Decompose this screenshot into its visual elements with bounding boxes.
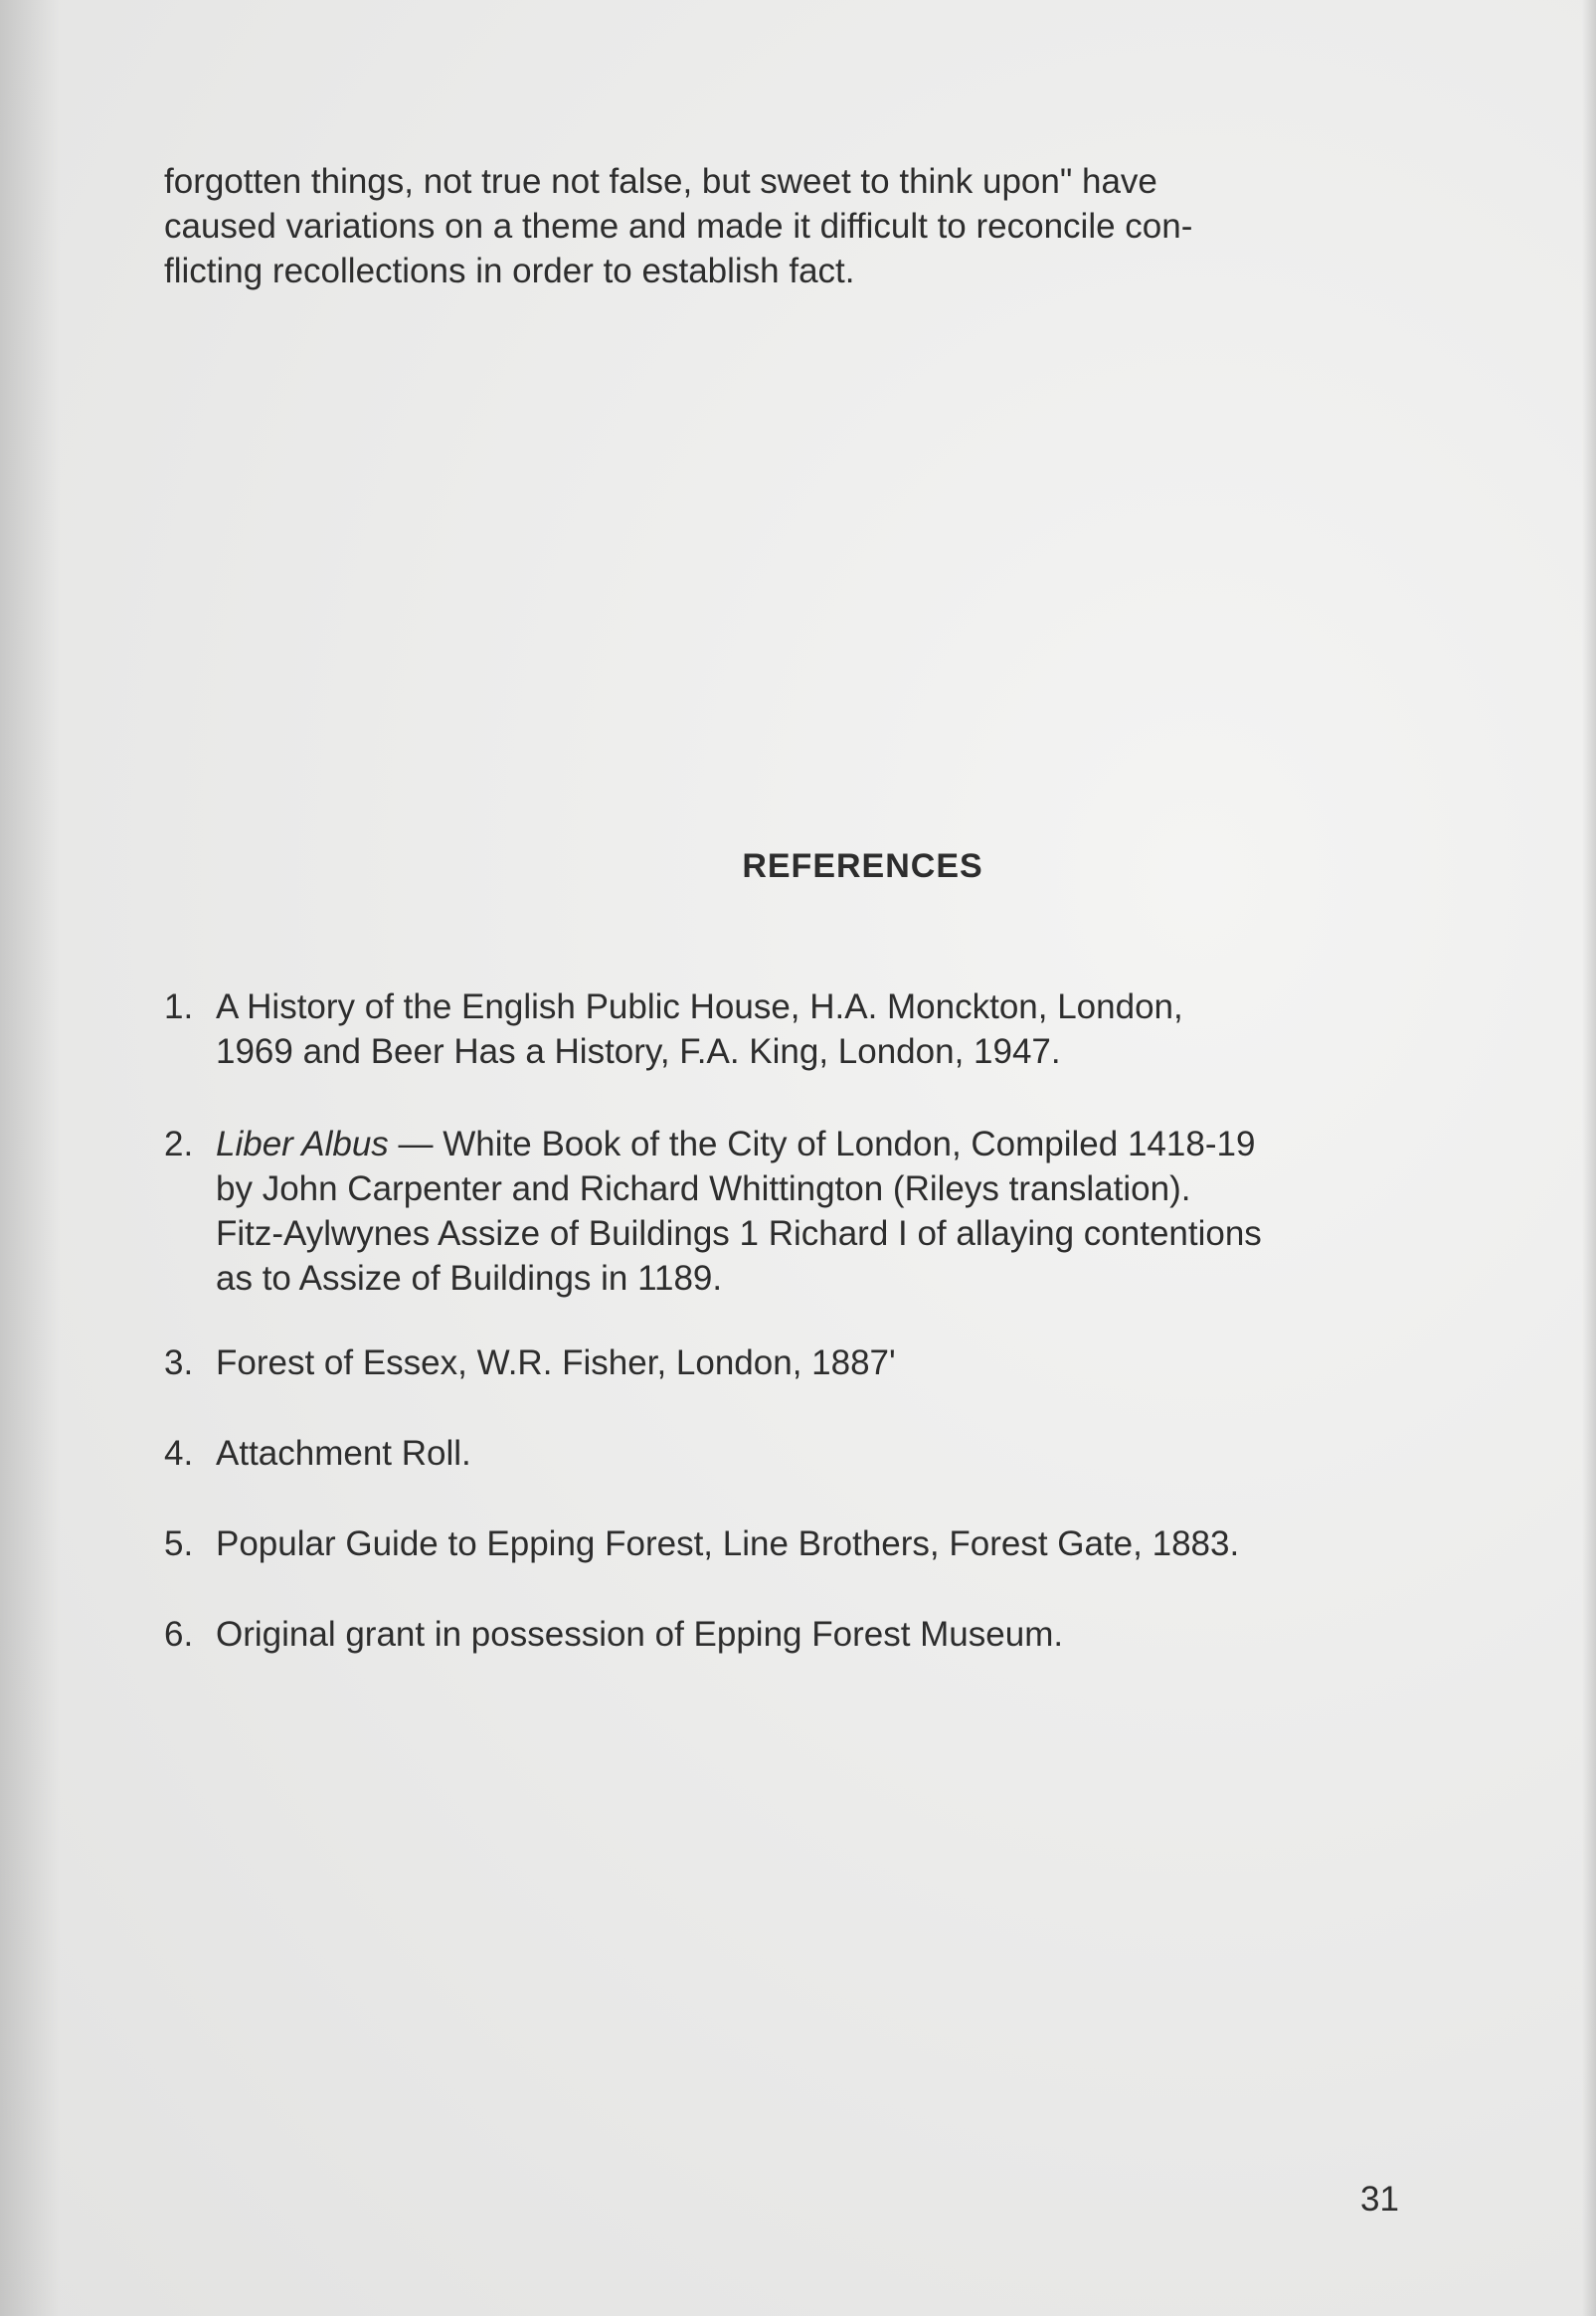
reference-text xyxy=(216,1521,1417,1566)
reference-item xyxy=(164,1431,1417,1476)
intro-paragraph xyxy=(164,159,1417,293)
reference-line: Attachment Roll. xyxy=(216,1434,471,1473)
references-heading: REFERENCES xyxy=(742,847,983,885)
reference-item xyxy=(164,1521,1417,1566)
reference-number: 1. xyxy=(164,987,194,1026)
reference-number: 2. xyxy=(164,1125,194,1163)
reference-item xyxy=(164,984,1417,1074)
reference-line: as to Assize of Buildings in 1189. xyxy=(216,1259,723,1298)
reference-number: 4. xyxy=(164,1434,194,1473)
reference-item xyxy=(164,1340,1417,1385)
reference-line: Original grant in possession of Epping Forest Museum. xyxy=(216,1615,1064,1654)
reference-text xyxy=(216,1431,1417,1476)
page-number: 31 xyxy=(1360,2180,1399,2219)
reference-title-italic: Liber Albus xyxy=(216,1125,389,1163)
intro-line: forgotten things, not true not false, but sweet to think upon" have xyxy=(164,162,1157,201)
reference-line: by John Carpenter and Richard Whittington (Rileys translation). xyxy=(216,1169,1191,1208)
reference-line xyxy=(216,1122,1417,1166)
page-gutter-shadow xyxy=(0,0,60,2316)
reference-line: Fitz-Aylwynes Assize of Buildings 1 Richard I of allaying contentions xyxy=(216,1214,1262,1253)
reference-text xyxy=(216,1122,1417,1301)
reference-number: 5. xyxy=(164,1524,194,1563)
reference-number: 3. xyxy=(164,1343,194,1382)
reference-line: Forest of Essex, W.R. Fisher, London, 1887' xyxy=(216,1343,896,1382)
intro-line: caused variations on a theme and made it difficult to reconcile con- xyxy=(164,207,1193,246)
reference-item xyxy=(164,1122,1417,1301)
reference-text xyxy=(216,984,1417,1074)
reference-line: Popular Guide to Epping Forest, Line Brothers, Forest Gate, 1883. xyxy=(216,1524,1240,1563)
reference-lead-rest: — White Book of the City of London, Compiled 1418-19 xyxy=(388,1125,1256,1163)
reference-line: 1969 and Beer Has a History, F.A. King, London, 1947. xyxy=(216,1032,1061,1071)
page-edge-shadow xyxy=(1582,0,1596,2316)
reference-number: 6. xyxy=(164,1615,194,1654)
reference-item xyxy=(164,1612,1417,1657)
reference-text xyxy=(216,1612,1417,1657)
intro-line: flicting recollections in order to establish fact. xyxy=(164,252,855,290)
reference-line: A History of the English Public House, H.A. Monckton, London, xyxy=(216,987,1183,1026)
reference-text xyxy=(216,1340,1417,1385)
